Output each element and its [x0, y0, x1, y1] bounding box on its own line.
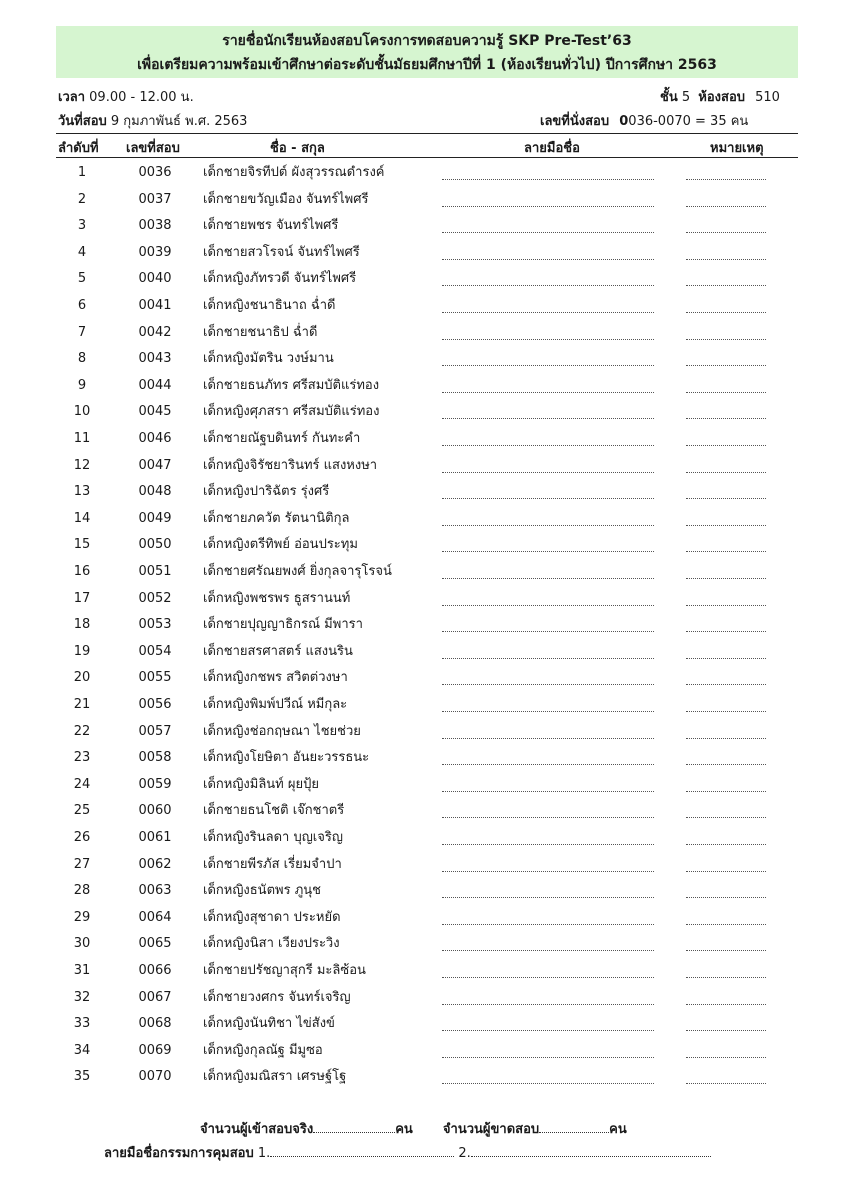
table-row — [0, 665, 849, 692]
proctor-2-signature-blank[interactable] — [471, 1144, 711, 1157]
row-signature-blank[interactable] — [442, 378, 654, 393]
table-row — [0, 878, 849, 905]
row-exam-id: 0040 — [138, 271, 172, 287]
row-note-blank[interactable] — [686, 378, 766, 393]
row-number: 32 — [73, 989, 91, 1005]
row-number: 10 — [73, 404, 91, 420]
row-signature-blank[interactable] — [442, 990, 654, 1005]
row-signature-blank[interactable] — [442, 564, 654, 579]
proctor-signatures — [104, 1142, 711, 1163]
row-student-name: เด็กชายศรัณยพงศ์ ยิ่งกุลจารุโรจน์ — [203, 564, 392, 579]
row-student-name: เด็กหญิงพิมพ์ปวีณ์ หมีกุละ — [203, 697, 348, 712]
row-exam-id: 0037 — [138, 191, 172, 207]
table-row — [0, 852, 849, 879]
row-signature-blank[interactable] — [442, 777, 654, 792]
row-signature-blank[interactable] — [442, 325, 654, 340]
table-row — [0, 612, 849, 639]
row-student-name: เด็กหญิงช่อกฤษณา ไชยช่วย — [203, 723, 361, 739]
row-student-name: เด็กชายธนโชติ เจ๊กชาตรี — [203, 803, 345, 819]
table-row — [0, 745, 849, 772]
row-student-name: เด็กหญิงศุภสรา ศรีสมบัติแร่ทอง — [203, 404, 380, 420]
row-exam-id: 0051 — [138, 564, 172, 579]
row-exam-id: 0062 — [138, 856, 172, 872]
row-note-blank[interactable] — [686, 750, 766, 765]
row-signature-blank[interactable] — [442, 724, 654, 739]
row-note-blank[interactable] — [686, 910, 766, 925]
row-signature-blank[interactable] — [442, 245, 654, 260]
row-number: 8 — [77, 351, 87, 367]
row-number: 35 — [73, 1069, 91, 1085]
row-exam-id: 0041 — [138, 298, 172, 313]
row-exam-id: 0065 — [138, 936, 172, 952]
row-signature-blank[interactable] — [442, 697, 654, 712]
row-student-name: เด็กหญิงภัทรวดี จันทร์ไพศรี — [203, 271, 357, 287]
row-student-name: เด็กชายณัฐบดินทร์ กันทะคำ — [203, 431, 361, 446]
absent-label: จำนวนผู้ขาดสอบ — [442, 1122, 540, 1137]
absent-count-blank[interactable] — [539, 1120, 609, 1133]
row-note-blank[interactable] — [686, 617, 766, 632]
row-number: 21 — [73, 697, 91, 712]
table-row — [0, 532, 849, 559]
row-number: 15 — [73, 537, 91, 553]
row-number: 25 — [73, 803, 91, 819]
row-number: 18 — [73, 617, 91, 633]
row-note-blank[interactable] — [686, 325, 766, 340]
row-student-name: เด็กชายจิรทีปต์ ผังสุวรรณดำรงค์ — [203, 165, 385, 180]
table-row — [0, 586, 849, 613]
row-student-name: เด็กชายภควัต รัตนานิติกุล — [203, 510, 350, 526]
row-exam-id: 0069 — [138, 1042, 172, 1058]
table-row — [0, 931, 849, 958]
table-row — [0, 905, 849, 932]
row-student-name: เด็กชายวงศกร จันทร์เจริญ — [203, 989, 351, 1005]
row-student-name: เด็กหญิงจิรัชยารินทร์ แสงหงษา — [203, 457, 378, 473]
col-header-name: ชื่อ - สกุล — [270, 141, 325, 156]
row-exam-id: 0044 — [138, 377, 172, 393]
col-header-exam-id: เลขที่สอบ — [126, 141, 180, 156]
row-number: 6 — [77, 298, 87, 313]
row-signature-blank[interactable] — [442, 271, 654, 286]
row-exam-id: 0053 — [138, 617, 172, 633]
row-student-name: เด็กชายชนาธิป ฉ่ำดี — [203, 324, 318, 340]
row-number: 7 — [77, 324, 87, 340]
table-row — [0, 346, 849, 373]
seat-value: 036-0070 = 35 คน — [628, 114, 749, 129]
row-note-blank[interactable] — [686, 245, 766, 260]
title-line-2: เพื่อเตรียมความพร้อมเข้าศึกษาต่อระดับชั้นมัธยมศึกษาปีที่ 1 (ห้องเรียนทั่วไป) ปีการศึกษา 2563 — [137, 57, 717, 73]
row-student-name: เด็กหญิงกุลณัฐ มีมูซอ — [203, 1042, 323, 1058]
row-signature-blank[interactable] — [442, 458, 654, 473]
attendance-summary — [200, 1118, 627, 1139]
row-signature-blank[interactable] — [442, 750, 654, 765]
row-note-blank[interactable] — [686, 990, 766, 1005]
row-signature-blank[interactable] — [442, 537, 654, 552]
row-signature-blank[interactable] — [442, 591, 654, 606]
row-exam-id: 0049 — [138, 510, 172, 526]
row-exam-id: 0046 — [138, 431, 172, 446]
date-value: 9 กุมภาพันธ์ พ.ศ. 2563 — [110, 114, 248, 129]
row-exam-id: 0061 — [138, 830, 172, 845]
row-note-blank[interactable] — [686, 883, 766, 898]
grade-value: 5 — [681, 90, 691, 105]
row-signature-blank[interactable] — [442, 165, 654, 180]
row-note-blank[interactable] — [686, 218, 766, 233]
row-note-blank[interactable] — [686, 936, 766, 951]
table-row — [0, 479, 849, 506]
row-exam-id: 0039 — [138, 244, 172, 260]
row-signature-blank[interactable] — [442, 910, 654, 925]
date-label: วันที่สอบ — [58, 114, 107, 129]
row-note-blank[interactable] — [686, 857, 766, 872]
row-note-blank[interactable] — [686, 777, 766, 792]
header-top-rule — [56, 133, 798, 134]
row-number: 26 — [73, 830, 91, 845]
row-exam-id: 0058 — [138, 750, 172, 766]
row-student-name: เด็กหญิงธนัตพร ภูนุช — [203, 883, 321, 899]
table-row — [0, 293, 849, 320]
row-exam-id: 0054 — [138, 643, 172, 659]
row-student-name: เด็กชายปรัชญาสุกรี มะลิซ้อน — [203, 963, 366, 978]
row-note-blank[interactable] — [686, 192, 766, 207]
row-note-blank[interactable] — [686, 1043, 766, 1058]
row-signature-blank[interactable] — [442, 830, 654, 845]
row-number: 2 — [77, 191, 87, 207]
row-exam-id: 0067 — [138, 989, 172, 1005]
row-exam-id: 0038 — [138, 218, 172, 234]
row-signature-blank[interactable] — [442, 218, 654, 233]
row-number: 30 — [73, 936, 91, 952]
room-label: ห้องสอบ — [698, 90, 745, 105]
row-student-name: เด็กหญิงปาริฉัตร รุ่งศรี — [203, 484, 330, 500]
row-note-blank[interactable] — [686, 697, 766, 712]
row-signature-blank[interactable] — [442, 670, 654, 685]
row-number: 31 — [73, 963, 91, 978]
row-exam-id: 0056 — [138, 697, 172, 712]
row-note-blank[interactable] — [686, 458, 766, 473]
row-note-blank[interactable] — [686, 1069, 766, 1084]
row-exam-id: 0045 — [138, 404, 172, 420]
row-note-blank[interactable] — [686, 670, 766, 685]
row-note-blank[interactable] — [686, 564, 766, 579]
row-exam-id: 0055 — [138, 670, 172, 686]
row-exam-id: 0043 — [138, 351, 172, 367]
table-row — [0, 798, 849, 825]
row-number: 27 — [73, 856, 91, 872]
row-number: 20 — [73, 670, 91, 686]
row-note-blank[interactable] — [686, 1016, 766, 1031]
row-number: 28 — [73, 883, 91, 899]
row-note-blank[interactable] — [686, 404, 766, 419]
proctor-1-signature-blank[interactable] — [270, 1144, 454, 1157]
grade-room — [660, 86, 780, 107]
table-row — [0, 719, 849, 746]
row-exam-id: 0059 — [138, 776, 172, 792]
row-student-name: เด็กหญิงนันทิชา ไข่สังข์ — [203, 1016, 335, 1032]
present-count-blank[interactable] — [313, 1120, 395, 1133]
row-student-name: เด็กหญิงมณิสรา เศรษฐ์โฐ — [203, 1069, 347, 1085]
row-note-blank[interactable] — [686, 830, 766, 845]
row-note-blank[interactable] — [686, 803, 766, 818]
row-exam-id: 0052 — [138, 590, 172, 606]
row-number: 22 — [73, 723, 91, 739]
row-student-name: เด็กชายพีรภัส เรี่ยมจำปา — [203, 856, 342, 872]
row-number: 19 — [73, 643, 91, 659]
row-exam-id: 0064 — [138, 909, 172, 925]
row-student-name: เด็กชายธนภัทร ศรีสมบัติแร่ทอง — [203, 377, 380, 393]
grade-label: ชั้น — [660, 90, 678, 105]
row-signature-blank[interactable] — [442, 803, 654, 818]
row-student-name: เด็กชายสรศาสตร์ แสงนริน — [203, 643, 353, 659]
row-note-blank[interactable] — [686, 644, 766, 659]
row-number: 16 — [73, 564, 91, 579]
row-number: 4 — [77, 244, 87, 260]
row-signature-blank[interactable] — [442, 963, 654, 978]
header-bottom-rule — [56, 157, 798, 158]
row-signature-blank[interactable] — [442, 1043, 654, 1058]
row-number: 14 — [73, 510, 91, 526]
exam-time — [58, 86, 194, 107]
row-exam-id: 0050 — [138, 537, 172, 553]
col-header-signature: ลายมือชื่อ — [524, 141, 580, 156]
table-row — [0, 772, 849, 799]
row-number: 33 — [73, 1016, 91, 1032]
row-student-name: เด็กหญิงโยษิตา อันยะวรรธนะ — [203, 750, 370, 766]
row-signature-blank[interactable] — [442, 404, 654, 419]
table-row — [0, 266, 849, 293]
table-row — [0, 187, 849, 214]
row-signature-blank[interactable] — [442, 351, 654, 366]
row-exam-id: 0042 — [138, 324, 172, 340]
row-signature-blank[interactable] — [442, 857, 654, 872]
row-student-name: เด็กหญิงมัตริน วงษ์มาน — [203, 351, 334, 367]
proctor-1-label: 1. — [257, 1146, 271, 1161]
table-row — [0, 373, 849, 400]
col-header-note: หมายเหตุ — [710, 141, 764, 156]
row-student-name: เด็กหญิงพชรพร ธูสรานนท์ — [203, 590, 351, 606]
row-number: 13 — [73, 484, 91, 500]
row-signature-blank[interactable] — [442, 484, 654, 499]
table-row — [0, 320, 849, 347]
row-student-name: เด็กชายสวโรจน์ จันทร์ไพศรี — [203, 244, 360, 260]
row-exam-id: 0070 — [138, 1069, 172, 1085]
row-number: 29 — [73, 909, 91, 925]
proctor-2-label: 2. — [458, 1146, 471, 1161]
table-row — [0, 240, 849, 267]
time-label: เวลา — [58, 90, 86, 105]
table-row — [0, 985, 849, 1012]
table-row — [0, 639, 849, 666]
row-signature-blank[interactable] — [442, 511, 654, 526]
row-signature-blank[interactable] — [442, 431, 654, 446]
table-row — [0, 1038, 849, 1065]
table-row — [0, 958, 849, 985]
table-row — [0, 160, 849, 187]
row-exam-id: 0068 — [138, 1016, 172, 1032]
row-exam-id: 0060 — [138, 803, 172, 819]
row-number: 1 — [77, 165, 87, 180]
table-row — [0, 692, 849, 719]
row-student-name: เด็กชายปุญญาธิกรณ์ มีพารา — [203, 617, 363, 633]
row-note-blank[interactable] — [686, 724, 766, 739]
room-value: 510 — [755, 90, 780, 105]
row-note-blank[interactable] — [686, 963, 766, 978]
row-note-blank[interactable] — [686, 431, 766, 446]
row-number: 11 — [73, 431, 91, 446]
row-number: 3 — [77, 218, 87, 234]
row-number: 24 — [73, 776, 91, 792]
row-note-blank[interactable] — [686, 591, 766, 606]
row-note-blank[interactable] — [686, 351, 766, 366]
table-row — [0, 213, 849, 240]
row-exam-id: 0036 — [138, 165, 172, 180]
row-student-name: เด็กหญิงตรีทิพย์ อ่อนประทุม — [203, 537, 358, 553]
absent-unit: คน — [609, 1122, 627, 1137]
row-signature-blank[interactable] — [442, 298, 654, 313]
row-note-blank[interactable] — [686, 484, 766, 499]
time-value: 09.00 - 12.00 น. — [89, 90, 194, 105]
row-student-name: เด็กหญิงกชพร สวิตต่วงษา — [203, 670, 348, 686]
row-student-name: เด็กหญิงนิสา เวียงประวิง — [203, 936, 340, 952]
row-note-blank[interactable] — [686, 165, 766, 180]
exam-date — [58, 110, 247, 131]
table-row — [0, 825, 849, 852]
row-student-name: เด็กชายพชร จันทร์ไพศรี — [203, 218, 339, 234]
row-student-name: เด็กชายขวัญเมือง จันทร์ไพศรี — [203, 191, 369, 207]
table-row — [0, 399, 849, 426]
row-signature-blank[interactable] — [442, 644, 654, 659]
row-exam-id: 0047 — [138, 457, 172, 473]
table-row — [0, 426, 849, 453]
row-student-name: เด็กหญิงรินลดา บุญเจริญ — [203, 830, 343, 845]
row-number: 23 — [73, 750, 91, 766]
seat-value-lead: 0 — [619, 114, 629, 129]
row-signature-blank[interactable] — [442, 883, 654, 898]
table-row — [0, 506, 849, 533]
row-student-name: เด็กหญิงมิลินท์ ผุยปุ้ย — [203, 776, 319, 792]
document-title — [56, 26, 798, 78]
table-row — [0, 1011, 849, 1038]
row-signature-blank[interactable] — [442, 936, 654, 951]
title-line-1: รายชื่อนักเรียนห้องสอบโครงการทดสอบความรู้ SKP Pre-Test’63 — [222, 33, 632, 49]
row-note-blank[interactable] — [686, 511, 766, 526]
col-header-no: ลำดับที่ — [58, 141, 99, 156]
row-exam-id: 0063 — [138, 883, 172, 899]
table-row — [0, 559, 849, 586]
row-number: 17 — [73, 590, 91, 606]
row-note-blank[interactable] — [686, 271, 766, 286]
row-number: 9 — [77, 377, 87, 393]
row-exam-id: 0066 — [138, 963, 172, 978]
row-signature-blank[interactable] — [442, 1069, 654, 1084]
table-row — [0, 1064, 849, 1091]
row-note-blank[interactable] — [686, 537, 766, 552]
proctor-label: ลายมือชื่อกรรมการคุมสอบ — [104, 1146, 254, 1161]
seat-range — [540, 110, 748, 131]
row-signature-blank[interactable] — [442, 192, 654, 207]
row-exam-id: 0057 — [138, 723, 172, 739]
row-student-name: เด็กหญิงสุชาดา ประหยัด — [203, 909, 341, 925]
row-number: 5 — [77, 271, 87, 287]
row-signature-blank[interactable] — [442, 1016, 654, 1031]
row-number: 12 — [73, 457, 91, 473]
present-label: จำนวนผู้เข้าสอบจริง — [200, 1122, 314, 1137]
row-note-blank[interactable] — [686, 298, 766, 313]
row-number: 34 — [73, 1042, 91, 1058]
row-student-name: เด็กหญิงชนาธินาถ ฉ่ำดี — [203, 298, 336, 313]
row-signature-blank[interactable] — [442, 617, 654, 632]
table-row — [0, 453, 849, 480]
row-exam-id: 0048 — [138, 484, 172, 500]
present-unit: คน — [395, 1122, 413, 1137]
seat-label: เลขที่นั่งสอบ — [540, 114, 610, 129]
